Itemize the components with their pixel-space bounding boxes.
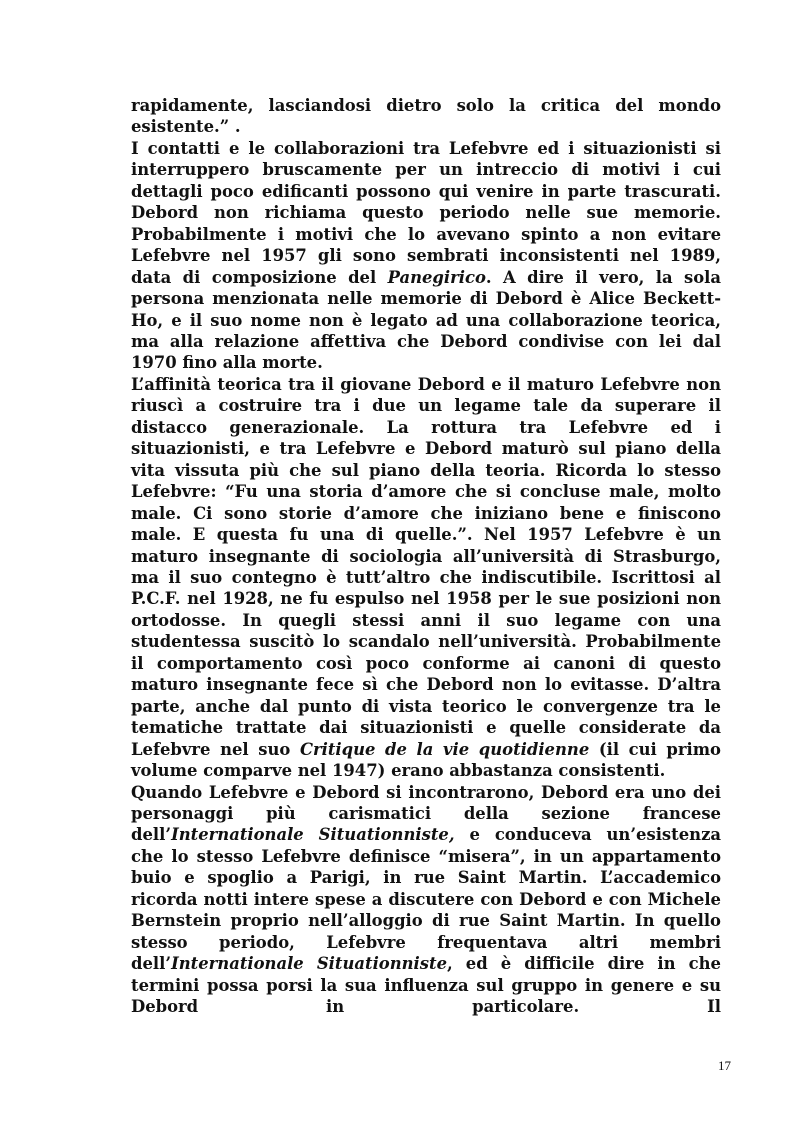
text-run: e conduceva un’esistenza che lo stesso Lefebvre definisce “misera”, in un appartamento buio e spoglio a Parigi, in rue Saint Martin. L’accademico ricorda notti intere spese a discutere con Debord e con Michele Bernstein proprio nell’alloggio di rue Saint Martin. In quello stesso periodo, Lefebvre frequentava altri membri dell’	[131, 825, 721, 974]
text-run: rapidamente, lasciandosi dietro solo la critica del mondo esistente.” .	[131, 96, 721, 137]
paragraph	[131, 138, 721, 374]
italic-title: Critique de la vie quotidienne	[299, 739, 590, 759]
text-run: I contatti e le collaborazioni tra Lefebvre ed i situazionisti si interruppero bruscamente per un intreccio di motivi i cui dettagli poco edificanti possono qui venire in parte trascurati. Debord non richiama questo periodo nelle sue memorie. Probabilmente i motivi che lo avevano spinto a non evitare Lefebvre nel 1957 gli sono sembrati inconsistenti nel 1989, data di composizione del	[131, 138, 721, 287]
paragraph	[131, 782, 721, 1018]
text-run: Quando Lefebvre e Debord si incontrarono, Debord era uno dei personaggi più carismatici della sezione francese dell’	[131, 782, 721, 845]
body-text	[131, 95, 721, 1017]
text-run: . A dire il vero, la sola persona menzionata nelle memorie di Debord è Alice Beckett-Ho, e il suo nome non è legato ad una collaborazione teorica, ma alla relazione affettiva che Debord condivise con lei dal 1970 fino alla morte.	[131, 267, 721, 373]
italic-title: Internationale Situationniste	[171, 954, 448, 974]
text-run: L’affinità teorica tra il giovane Debord e il maturo Lefebvre non riuscì a costruire tra i due un legame tale da superare il distacco generazionale. La rottura tra Lefebvre ed i situazionisti, e tra Lefebvre e Debord maturò sul piano della vita vissuta più che sul piano della teoria. Ricorda lo stesso Lefebvre: “Fu una storia d’amore che si concluse male, molto male. Ci sono storie d’amore che iniziano bene e finiscono male. E questa fu una di quelle.”. Nel 1957 Lefebvre è un maturo insegnante di sociologia all’università di Strasburgo, ma il suo contegno è tutt’altro che indiscutibile. Iscrittosi al P.C.F. nel 1928, ne fu espulso nel 1958 per le sue posizioni non ortodosse. In quegli stessi anni il suo legame con una studentessa suscitò lo scandalo nell’università. Probabilmente il comportamento così poco conforme ai canoni di questo maturo insegnante fece sì che Debord non lo evitasse. D’altra parte, anche dal punto di vista teorico le convergenze tra le tematiche trattate dai situazionisti e quelle considerate da Lefebvre nel suo	[131, 374, 721, 759]
text-run: , ed è difficile dire in che termini possa porsi la sua influenza sul gruppo in genere e su Debord in particolare. Il	[131, 954, 721, 1017]
paragraph	[131, 95, 721, 138]
page-number: 17	[718, 1058, 731, 1073]
italic-title: Internationale Situationniste,	[171, 825, 455, 845]
text-run: (il cui primo volume comparve nel 1947) erano abbastanza consistenti.	[131, 739, 721, 781]
paragraph	[131, 374, 721, 782]
italic-title: Panegirico	[387, 267, 486, 287]
